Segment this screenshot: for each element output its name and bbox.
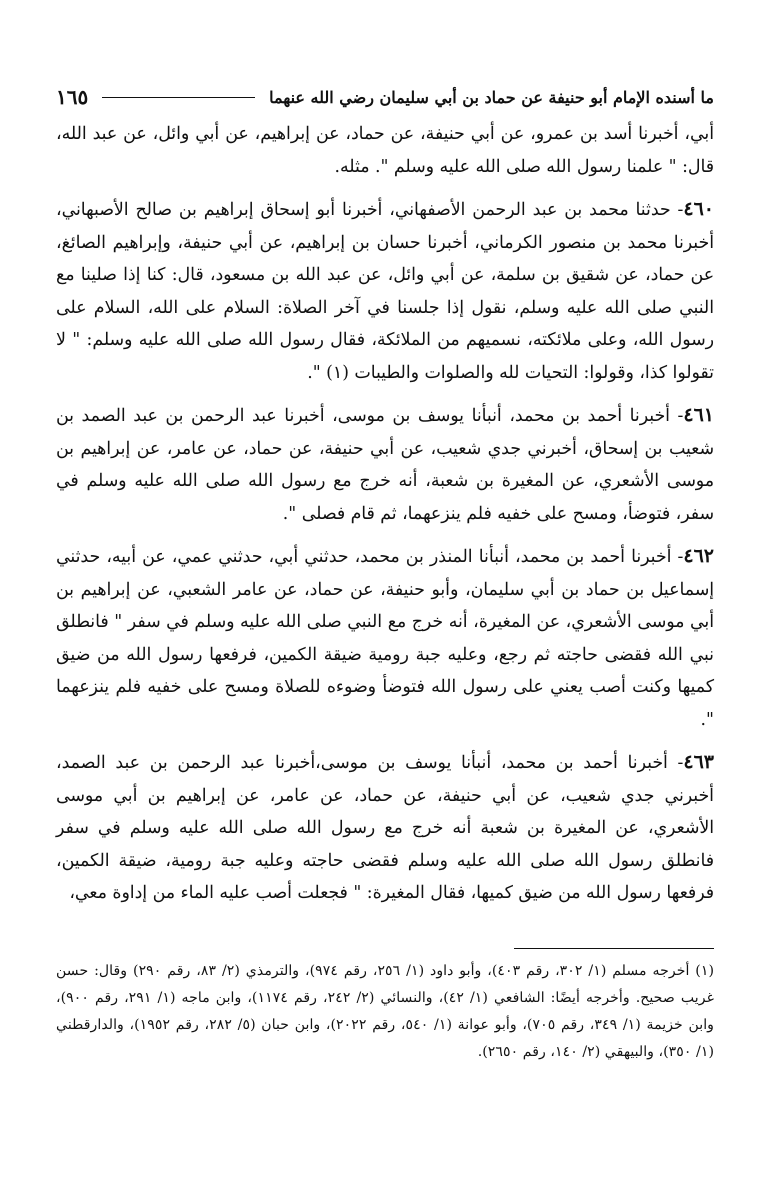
hadith-460 [56,193,714,389]
hadith-463 [56,746,714,910]
hadith-text: - حدثنا محمد بن عبد الرحمن الأصفهاني، أخبرنا أبو إسحاق إبراهيم بن صالح الأصبهاني، أخبرنا محمد بن منصور الكرماني، أخبرنا حسان بن إبراهيم، عن أبي حنيفة، وإبراهيم الصائغ، عن حماد، عن شقيق بن سلمة، عن أبي وائل، عن عبد الله بن مسعود، قال: كنا إذا صلينا مع النبي صلى الله عليه وسلم، نقول إذا جلسنا في آخر الصلاة: السلام على الله، السلام على رسول الله، وعلى ملائكته، نسميهم من الملائكة، فقال رسول الله صلى الله عليه وسلم: " لا تقولوا كذا، وقولوا: التحيات لله والصلوات والطيبات (١) ". [56,200,714,383]
continuation-paragraph: أبي، أخبرنا أسد بن عمرو، عن أبي حنيفة، عن حماد، عن إبراهيم، عن أبي وائل، عن عبد الله، قال: " علمنا رسول الله صلى الله عليه وسلم ". مثله. [56,124,714,177]
running-title: ما أسنده الإمام أبو حنيفة عن حماد بن أبي سليمان رضي الله عنهما [269,87,714,107]
page-number: ١٦٥ [56,85,89,109]
hadith-number: ٤٦٢ [683,545,714,567]
hadith-number: ٤٦١ [683,404,714,426]
header-rule [102,97,255,98]
footnotes [56,958,714,1066]
hadith-text: - أخبرنا أحمد بن محمد، أنبأنا يوسف بن موسى، أخبرنا عبد الرحمن بن عبد الصمد بن شعيب بن إسحاق، أخبرني جدي شعيب، عن أبي حنيفة، عن حماد، عن عامر، عن إبراهيم بن موسى الأشعري، عن المغيرة بن شعبة، أنه خرج مع رسول الله صلى الله عليه وسلم في سفر، فتوضأ، ومسح على خفيه فلم ينزعهما، ثم قام فصلى ". [56,406,714,524]
page-header [56,80,714,114]
hadith-text: - أخبرنا أحمد بن محمد، أنبأنا يوسف بن موسى،أخبرنا عبد الرحمن بن عبد الصمد، أخبرني جدي شعيب، عن أبي حنيفة، عن حماد، عن عامر، عن إبراهيم بن أبي موسى الأشعري، عن المغيرة بن شعبة أنه خرج مع رسول الله صلى الله عليه وسلم في سفر فانطلق رسول الله صلى الله عليه وسلم فقضى حاجته وعليه جبة رومية، ضيقة الكمين، فرفعها رسول الله من ضيق كميها، فقال المغيرة: " فجعلت أصب عليه الماء من إداوة معي، [56,753,714,903]
hadith-number: ٤٦٠ [683,198,714,220]
footnote-1: (١) أخرجه مسلم (١/ ٣٠٢، رقم ٤٠٣)، وأبو داود (١/ ٢٥٦، رقم ٩٧٤)، والترمذي (٢/ ٨٣، رقم ٢٩٠) وقال: حسن غريب صحيح. وأخرجه أيضًا: الشافعي (١/ ٤٢)، والنسائي (٢/ ٢٤٢، رقم ١١٧٤)، وابن ماجه (١/ ٢٩١، رقم ٩٠٠)، وابن خزيمة (١/ ٣٤٩، رقم ٧٠٥)، وأبو عوانة (١/ ٥٤٠، رقم ٢٠٢٢)، وابن حبان (٥/ ٢٨٢، رقم ١٩٥٢)، والدارقطني (١/ ٣٥٠)، والبيهقي (٢/ ١٤٠، رقم ٢٦٥٠). [56,963,715,1060]
hadith-number: ٤٦٣ [683,751,714,773]
hadith-461 [56,399,714,530]
main-text [56,118,714,920]
footnote-separator [514,948,714,949]
hadith-462 [56,540,714,736]
hadith-text: - أخبرنا أحمد بن محمد، أنبأنا المنذر بن محمد، حدثني أبي، حدثني عمي، عن أبيه، حدثني إسماعيل بن حماد بن أبي سليمان، وأبو حنيفة، عن حماد، عن عامر الشعبي، عن إبراهيم بن أبي موسى الأشعري، عن المغيرة، أنه خرج مع النبي صلى الله عليه وسلم في سفر " فانطلق نبي الله فقضى حاجته ثم رجع، وعليه جبة رومية ضيقة الكمين، فرفعها رسول الله من ضيق كميها وكنت أصب يعني على رسول الله فتوضأ وضوءه للصلاة ومسح على خفيه فلم ينزعهما ". [56,547,714,730]
